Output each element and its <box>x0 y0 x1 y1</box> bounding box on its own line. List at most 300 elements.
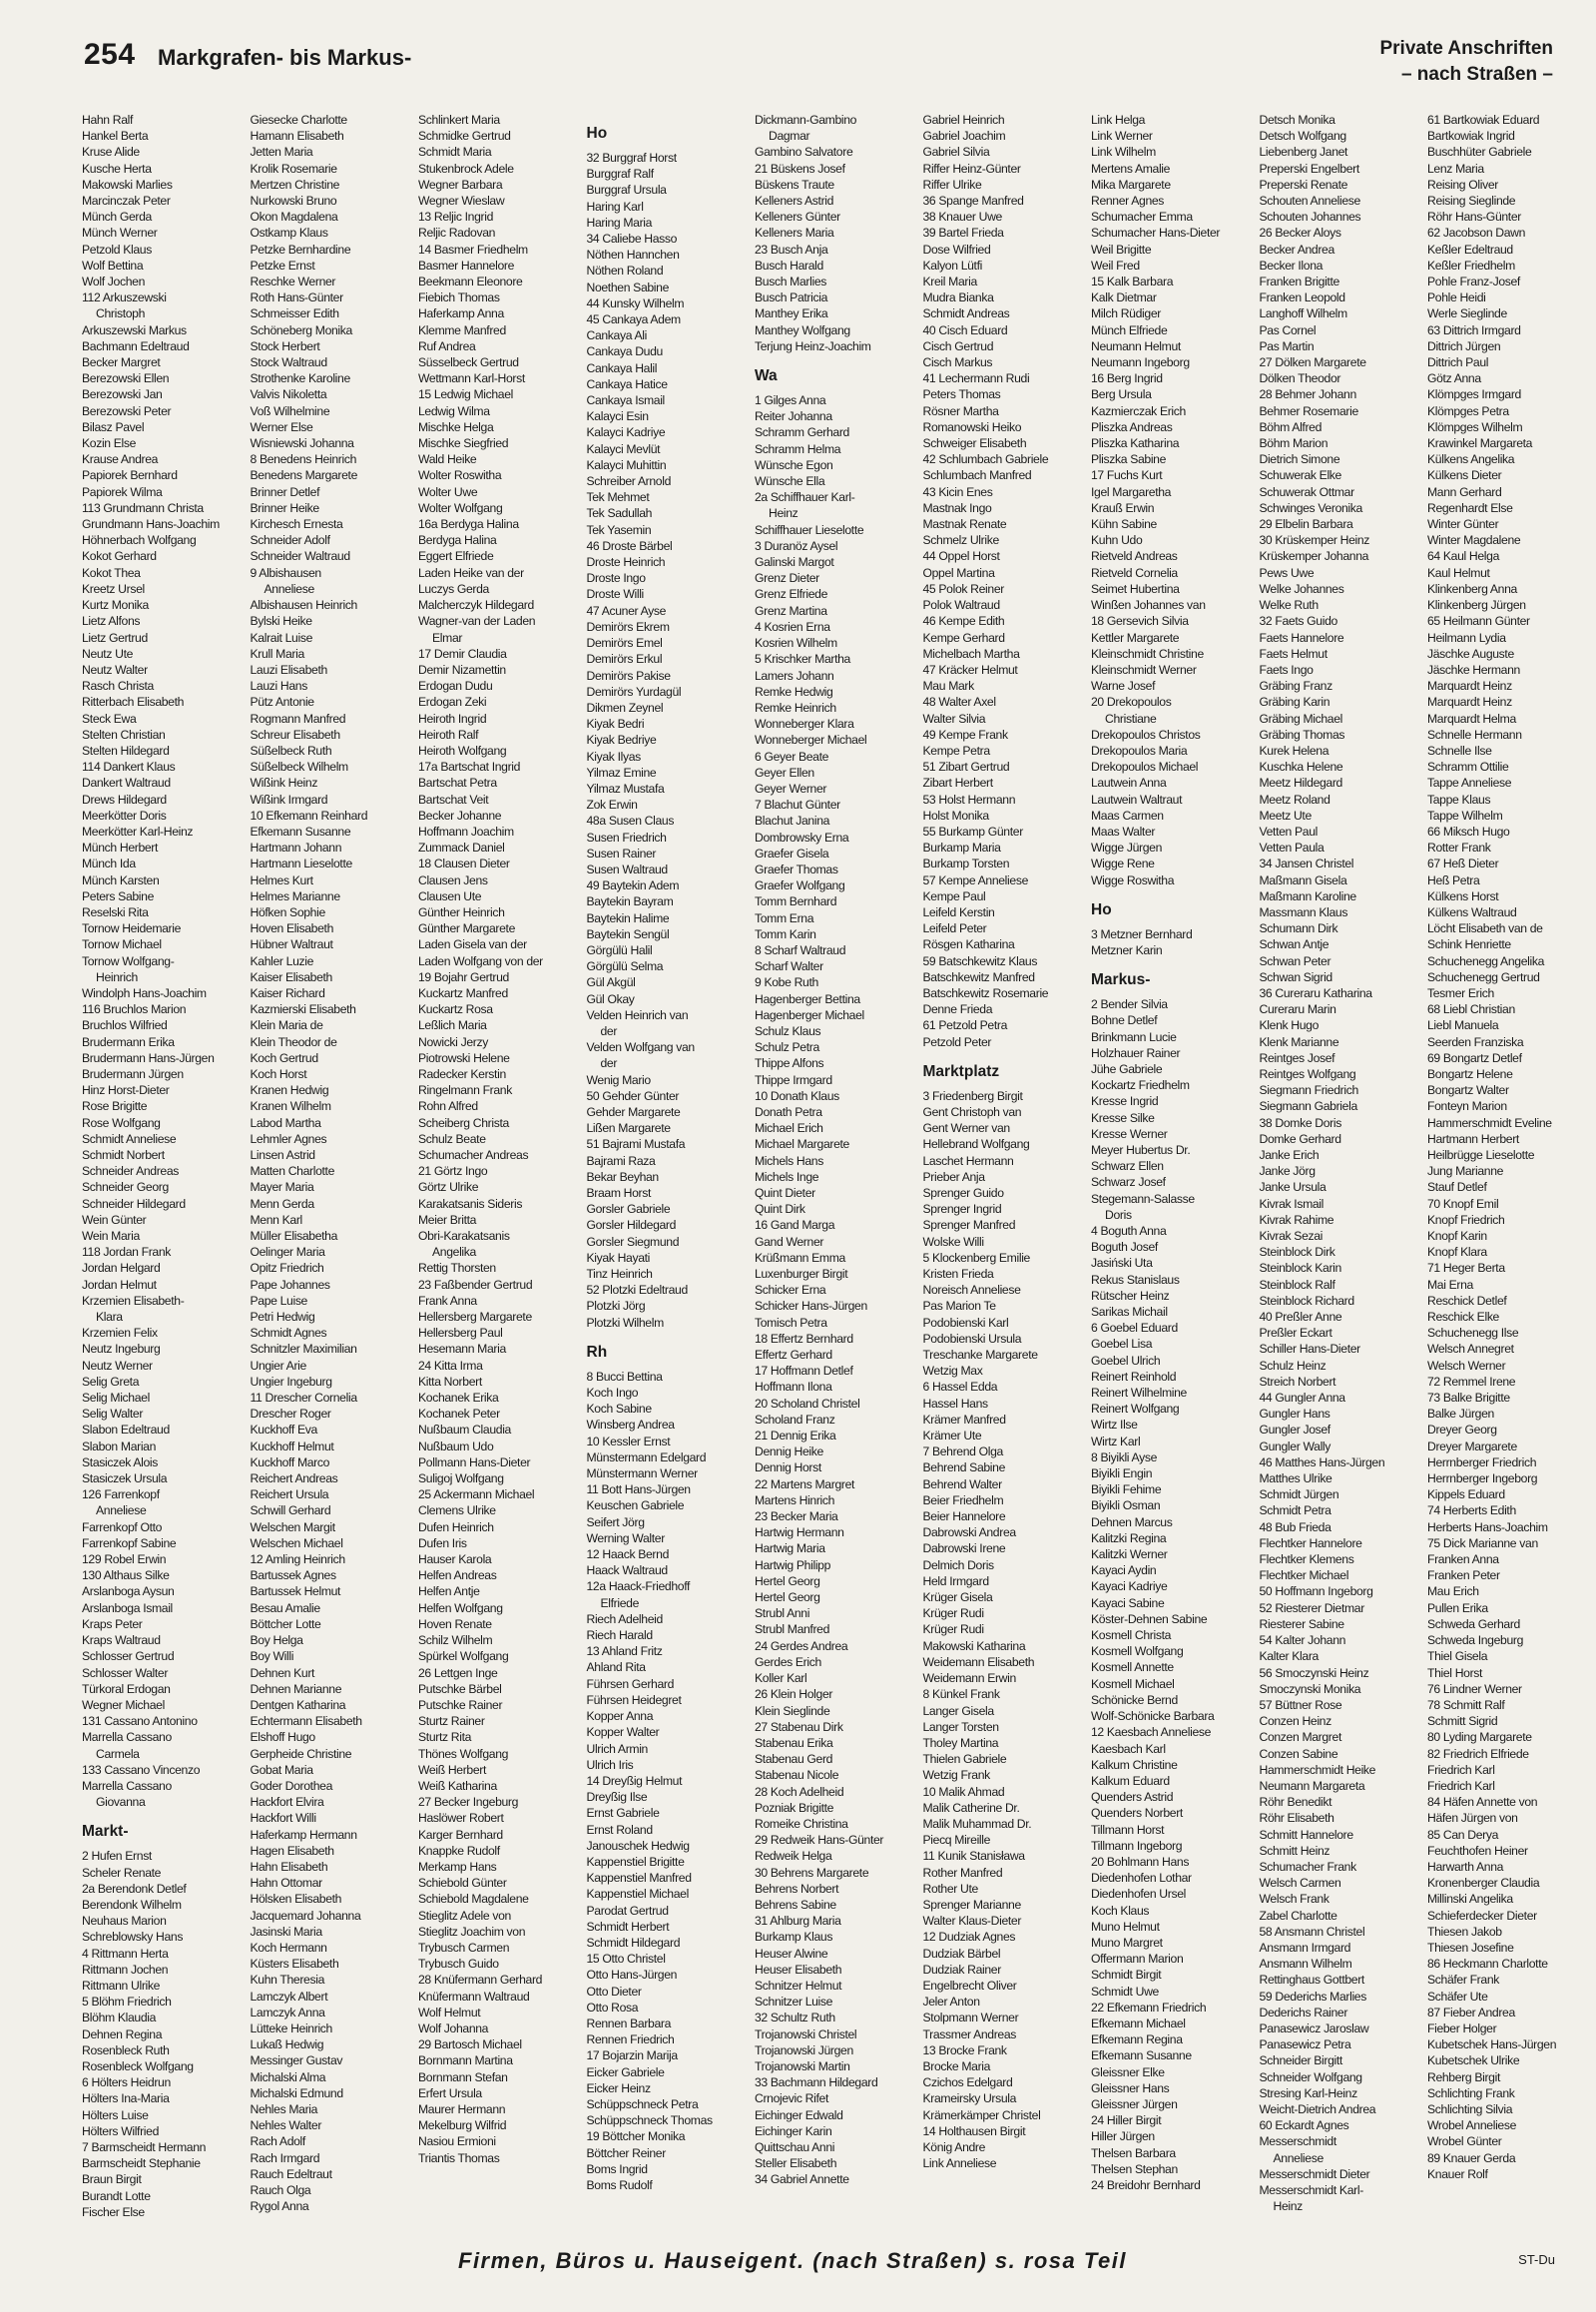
directory-entry: Maßmann Karoline <box>1259 888 1356 903</box>
directory-entry: Hoven Renate <box>418 1616 492 1631</box>
directory-entry: 2a Berendonk Detlef <box>82 1881 187 1896</box>
directory-entry: Münch Elfriede <box>1091 322 1168 337</box>
directory-entry: Schmidt Herbert <box>586 1919 670 1934</box>
directory-entry: Faets Hannelore <box>1259 630 1344 645</box>
directory-entry: Kalayci Esin <box>586 409 649 424</box>
directory-entry: Yilmaz Emine <box>586 765 657 780</box>
directory-entry: Becker Johanne <box>418 808 502 823</box>
directory-entry: Bornmann Stefan <box>418 2069 508 2084</box>
directory-entry: Klinkenberg Anna <box>1427 581 1517 596</box>
directory-entry: 48 Bub Frieda <box>1259 1519 1331 1534</box>
directory-entry: Hagenberger Michael <box>755 1007 864 1022</box>
directory-entry: Dehnen Marcus <box>1091 1514 1173 1529</box>
directory-entry: Busch Harald <box>755 258 823 273</box>
directory-entry: Wisniewski Johanna <box>250 436 354 451</box>
directory-entry: Boguth Josef <box>1091 1240 1158 1255</box>
directory-entry: Krull Maria <box>250 646 304 661</box>
directory-entry: Ernst Roland <box>586 1822 653 1837</box>
directory-entry: Bajrami Raza <box>586 1153 656 1168</box>
directory-entry: 87 Fieber Andrea <box>1427 2005 1515 2020</box>
directory-entry: Pütz Antonie <box>250 695 314 710</box>
directory-entry: 72 Remmel Irene <box>1427 1374 1516 1389</box>
directory-entry: Tholey Martina <box>922 1735 999 1750</box>
directory-entry: Tornow Wolfgang- <box>82 953 175 968</box>
directory-entry: Maßmann Gisela <box>1259 872 1347 887</box>
directory-entry: Kalk Dietmar <box>1091 290 1157 305</box>
directory-entry: Krämer Ute <box>922 1429 982 1444</box>
directory-entry: 11 Bott Hans-Jürgen <box>586 1482 691 1497</box>
directory-entry: Kuckhoff Marco <box>250 1454 330 1469</box>
directory-entry: 69 Bongartz Detlef <box>1427 1050 1522 1065</box>
directory-entry: 76 Lindner Werner <box>1427 1681 1522 1696</box>
directory-entry: Faets Helmut <box>1259 646 1328 661</box>
directory-entry: Peters Thomas <box>922 387 1001 402</box>
directory-entry: 27 Becker Ingeburg <box>418 1795 519 1810</box>
directory-entry: 14 Holthausen Birgit <box>922 2123 1026 2138</box>
directory-entry: Linsen Astrid <box>250 1148 315 1162</box>
directory-entry: Schneider Waltraud <box>250 549 350 564</box>
directory-entry: Stieglitz Joachim von <box>418 1924 526 1939</box>
directory-entry: Mekelburg Wilfrid <box>418 2118 507 2133</box>
directory-entry: Schramm Ottilie <box>1427 760 1509 775</box>
directory-entry: Selig Walter <box>82 1407 144 1422</box>
directory-entry: Luczys Gerda <box>418 581 489 596</box>
directory-entry: Krüger Rudi <box>922 1606 984 1621</box>
directory-entry: Dietrich Simone <box>1259 452 1340 467</box>
directory-entry: Seimet Hubertina <box>1091 581 1180 596</box>
directory-entry-continuation: Anneliese <box>1273 2150 1324 2165</box>
directory-entry: 8 Künkel Frank <box>922 1687 1000 1702</box>
directory-entry: Steck Ewa <box>82 711 137 726</box>
directory-entry: 6 Hölters Heidrun <box>82 2075 171 2090</box>
directory-entry: Meetz Hildegard <box>1259 776 1342 791</box>
directory-entry: Nasiou Ermioni <box>418 2134 496 2149</box>
section-title <box>1379 36 1553 88</box>
directory-entry: Mischke Siegfried <box>418 436 509 451</box>
directory-entry: Lamczyk Anna <box>250 2005 325 2020</box>
directory-entry: Weidemann Elisabeth <box>922 1654 1035 1669</box>
directory-entry: Hagenberger Bettina <box>755 991 860 1006</box>
directory-entry: Jordan Helmut <box>82 1277 157 1292</box>
directory-entry: Messerschmidt <box>1259 2134 1336 2149</box>
directory-entry: 51 Bajrami Mustafa <box>586 1137 686 1152</box>
directory-entry: Kosmell Christa <box>1091 1628 1172 1643</box>
directory-entry: Prieber Anja <box>922 1169 985 1184</box>
directory-entry: Kuckartz Manfred <box>418 985 508 1000</box>
directory-entry: Lukaß Hedwig <box>250 2037 324 2052</box>
directory-entry: Holst Monika <box>922 808 989 823</box>
directory-entry: Papiorek Bernhard <box>82 468 178 483</box>
directory-entry: 41 Lechermann Rudi <box>922 371 1030 386</box>
directory-entry: Siegmann Gabriela <box>1259 1099 1357 1114</box>
directory-entry: Becker Margret <box>82 355 161 370</box>
directory-entry: Marrella Cassano <box>82 1730 172 1745</box>
directory-entry: Wigge Roswitha <box>1091 872 1175 887</box>
directory-entry: Link Helga <box>1091 113 1146 127</box>
directory-entry: Dufen Iris <box>418 1535 467 1550</box>
directory-entry: Giesecke Charlotte <box>250 113 347 127</box>
directory-entry: Stukenbrock Adele <box>418 161 514 176</box>
section-title-line-2: – nach Straßen – <box>1400 64 1553 85</box>
directory-entry: Gabriel Heinrich <box>922 113 1005 127</box>
directory-entry: Kopper Walter <box>586 1725 660 1740</box>
directory-entry: Sarikas Michail <box>1091 1305 1168 1320</box>
directory-entry: Mayer Maria <box>250 1180 314 1195</box>
directory-entry: Reschick Elke <box>1427 1310 1499 1325</box>
directory-entry: Cisch Gertrud <box>922 338 994 353</box>
directory-entry: Stieglitz Adele von <box>418 1908 511 1923</box>
directory-entry: Kahler Luzie <box>250 953 314 968</box>
directory-entry: Reschke Werner <box>250 275 336 289</box>
directory-entry: Arslanboga Aysun <box>82 1584 175 1599</box>
directory-entry: Walter Silvia <box>922 711 986 726</box>
directory-entry: Neumann Helmut <box>1091 338 1181 353</box>
directory-entry: Barmscheidt Stephanie <box>82 2156 201 2171</box>
directory-entry: Knopf Friedrich <box>1427 1212 1505 1227</box>
directory-entry: Diedenhofen Lothar <box>1091 1871 1192 1886</box>
directory-entry: Stock Herbert <box>250 338 320 353</box>
directory-entry: 9 Kobe Ruth <box>755 975 818 990</box>
directory-entry: Bartschat Petra <box>418 776 497 791</box>
directory-entry: Tomm Bernhard <box>755 894 837 909</box>
directory-entry: Arkuszewski Markus <box>82 322 187 337</box>
directory-entry-continuation: der <box>600 1023 618 1038</box>
directory-entry: Behrend Sabine <box>922 1460 1006 1475</box>
directory-entry: Schmidt Birgit <box>1091 1968 1162 1983</box>
directory-entry: 4 Kosrien Erna <box>755 619 830 634</box>
directory-entry: 11 Kunik Stanisława <box>922 1849 1025 1864</box>
directory-entry: Baytekin Halime <box>586 910 670 925</box>
directory-entry: Reljic Radovan <box>418 226 496 241</box>
directory-entry: Putschke Rainer <box>418 1697 503 1712</box>
directory-entry: Rettig Thorsten <box>418 1261 496 1276</box>
directory-entry: Berg Ursula <box>1091 387 1152 402</box>
directory-entry: Benedens Margarete <box>250 468 358 483</box>
directory-entry: Brudermann Erika <box>82 1034 175 1049</box>
directory-entry: Schmitt Sigrid <box>1427 1714 1498 1729</box>
directory-entry: 40 Cisch Eduard <box>922 322 1008 337</box>
directory-entry: Wolter Wolfgang <box>418 500 503 515</box>
directory-entry: Wolf Bettina <box>82 258 144 273</box>
directory-entry: Görgülü Halil <box>586 942 653 957</box>
directory-entry: Thelsen Barbara <box>1091 2145 1176 2160</box>
directory-entry: Selig Greta <box>82 1374 140 1389</box>
directory-entry: Dehnen Marianne <box>250 1681 342 1696</box>
directory-entry: Tillmann Horst <box>1091 1822 1165 1837</box>
directory-entry: Remke Hedwig <box>755 684 833 699</box>
directory-entry: Rennen Friedrich <box>586 2032 675 2047</box>
directory-entry: Mastnak Renate <box>922 517 1007 532</box>
directory-entry: Münstermann Werner <box>586 1466 698 1481</box>
directory-entry: Haslöwer Robert <box>418 1811 504 1826</box>
directory-entry: Trybusch Carmen <box>418 1940 510 1955</box>
directory-entry: Scheiberg Christa <box>418 1115 509 1130</box>
directory-entry: Velden Wolfgang van <box>586 1040 695 1055</box>
directory-entry: Böhm Marion <box>1259 436 1329 451</box>
directory-entry: Haring Maria <box>586 215 653 230</box>
directory-entry: Neutz Ute <box>82 646 134 661</box>
directory-entry: 130 Althaus Silke <box>82 1568 170 1583</box>
directory-entry: Schäfer Ute <box>1427 1989 1488 2004</box>
directory-entry: Kalayci Mevlüt <box>586 441 661 456</box>
directory-entry: 49 Kempe Frank <box>922 727 1008 742</box>
directory-entry: 52 Riesterer Dietmar <box>1259 1600 1364 1615</box>
directory-entry: Susen Waltraud <box>586 862 668 876</box>
directory-entry: Keßler Edeltraud <box>1427 242 1513 257</box>
directory-entry: Cankaya Dudu <box>586 344 663 359</box>
directory-entry: Kurek Helena <box>1259 743 1330 758</box>
directory-entry: Farrenkopf Otto <box>82 1519 163 1534</box>
directory-entry: Slabon Edeltraud <box>82 1423 170 1438</box>
directory-entry: Schiebold Magdalene <box>418 1892 529 1907</box>
directory-entry: Janouschek Hedwig <box>586 1838 690 1853</box>
directory-entry: Ringelmann Frank <box>418 1083 512 1098</box>
directory-entry: Gräbing Michael <box>1259 711 1342 726</box>
directory-entry: Dudziak Rainer <box>922 1962 1001 1977</box>
directory-entry: Panasewicz Petra <box>1259 2037 1351 2052</box>
directory-entry: Burggraf Ralf <box>586 167 654 182</box>
directory-entry: Münstermann Edelgard <box>586 1449 707 1464</box>
directory-entry: 80 Lyding Margarete <box>1427 1730 1532 1745</box>
directory-entry: Heiroth Wolfgang <box>418 743 507 758</box>
directory-entry: Manthey Wolfgang <box>755 322 850 337</box>
directory-entry: Janke Ursula <box>1259 1180 1327 1195</box>
directory-entry: Wrobel Günter <box>1427 2134 1502 2149</box>
directory-entry: Welsch Carmen <box>1259 1876 1341 1891</box>
directory-entry: Detsch Monika <box>1259 113 1335 127</box>
directory-entry: Tomisch Petra <box>755 1315 827 1330</box>
directory-entry: Tappe Anneliese <box>1427 776 1512 791</box>
directory-entry: 4 Rittmann Herta <box>82 1946 169 1961</box>
directory-entry: Schumacher Emma <box>1091 210 1193 225</box>
directory-entry: Schmidt Hildegard <box>586 1935 681 1950</box>
directory-entry: Hellebrand Wolfgang <box>922 1137 1030 1152</box>
directory-entry: Kockartz Friedhelm <box>1091 1078 1190 1093</box>
directory-entry: Drekopoulos Christos <box>1091 727 1201 742</box>
directory-entry: Ulrich Iris <box>586 1757 634 1772</box>
directory-entry: 21 Dennig Erika <box>755 1429 836 1444</box>
directory-entry: Keuschen Gabriele <box>586 1498 685 1513</box>
directory-entry: 89 Knauer Gerda <box>1427 2150 1516 2165</box>
directory-entry: Ahland Rita <box>586 1660 646 1675</box>
directory-entry: Denne Frieda <box>922 1002 993 1017</box>
directory-entry: 52 Plotzki Edeltraud <box>586 1283 688 1298</box>
directory-entry: Weiß Herbert <box>418 1762 487 1777</box>
directory-entry: Strothenke Karoline <box>250 371 350 386</box>
directory-entry: Münch Herbert <box>82 841 159 856</box>
directory-entry: Hartmann Lieselotte <box>250 857 352 871</box>
directory-entry: 60 Eckardt Agnes <box>1259 2118 1349 2133</box>
directory-entry: Schmidt Agnes <box>250 1326 327 1341</box>
directory-entry: Schmidke Gertrud <box>418 129 511 144</box>
directory-entry: Wünsche Ella <box>755 474 825 489</box>
directory-entry: Remke Heinrich <box>755 700 836 715</box>
directory-entry: Reintges Josef <box>1259 1050 1335 1065</box>
directory-entry: Krauß Erwin <box>1091 500 1155 515</box>
directory-entry: Ledwig Wilma <box>418 403 490 418</box>
directory-entry: Schöneberg Monika <box>250 322 352 337</box>
directory-entry: Schmidt Andreas <box>922 306 1010 321</box>
directory-entry: Demirörs Ekrem <box>586 619 670 634</box>
directory-entry: Klemme Manfred <box>418 322 506 337</box>
directory-entry: Dabrowski Irene <box>922 1541 1006 1556</box>
directory-entry: Stelten Christian <box>82 727 166 742</box>
directory-entry: Mika Margarete <box>1091 177 1171 192</box>
directory-entry: Kempe Paul <box>922 888 986 903</box>
directory-entry: Franken Peter <box>1427 1568 1500 1583</box>
directory-entry: Nußbaum Udo <box>418 1439 494 1453</box>
directory-entry: Trojanowski Martin <box>755 2058 850 2073</box>
directory-entry: Schramm Helma <box>755 441 841 456</box>
directory-entry: Wegner Wieslaw <box>418 194 505 209</box>
directory-entry: Eichinger Karin <box>755 2123 832 2138</box>
directory-entry: 50 Hoffmann Ingeborg <box>1259 1584 1373 1599</box>
directory-entry: 53 Holst Hermann <box>922 792 1016 807</box>
directory-column <box>418 112 587 2188</box>
directory-entry: Winsberg Andrea <box>586 1418 675 1433</box>
directory-entry: Weicht-Dietrich Andrea <box>1259 2101 1376 2116</box>
directory-entry: Droste Heinrich <box>586 555 666 570</box>
directory-entry: Schweiger Elisabeth <box>922 436 1027 451</box>
directory-entry: Berdyga Halina <box>418 533 497 548</box>
directory-entry: Kappenstiel Manfred <box>586 1871 692 1886</box>
directory-entry: Langhoff Wilhelm <box>1259 306 1347 321</box>
directory-entry: Besau Amalie <box>250 1600 320 1615</box>
directory-entry: Rietveld Andreas <box>1091 549 1178 564</box>
directory-entry: Leßlich Maria <box>418 1018 487 1033</box>
directory-entry: Görgülü Selma <box>586 959 664 974</box>
directory-entry: Cankaya Ali <box>586 328 648 343</box>
directory-entry: Dentgen Katharina <box>250 1697 346 1712</box>
directory-entry: Küsters Elisabeth <box>250 1957 339 1972</box>
directory-entry: Otto Dieter <box>586 1984 642 1999</box>
directory-entry: Geyer Ellen <box>755 765 814 780</box>
directory-entry: Weil Brigitte <box>1091 242 1152 257</box>
directory-entry: Schlichting Frank <box>1427 2085 1515 2100</box>
directory-column <box>1091 112 1260 2192</box>
directory-entry: Blachut Janina <box>755 814 830 829</box>
directory-entry: Dombrowsky Erna <box>755 830 849 845</box>
directory-entry: Pliszka Katharina <box>1091 436 1180 451</box>
directory-entry: Kalayci Kadriye <box>586 425 666 440</box>
directory-entry: 8 Scharf Waltraud <box>755 942 846 957</box>
directory-entry: Görtz Ulrike <box>418 1180 479 1195</box>
directory-entry: Demirörs Erkul <box>586 652 663 667</box>
directory-entry: Rygol Anna <box>250 2199 309 2214</box>
directory-entry: 71 Heger Berta <box>1427 1261 1505 1276</box>
directory-entry: 129 Robel Erwin <box>82 1552 167 1567</box>
directory-entry: Krüger Gisela <box>922 1590 993 1605</box>
directory-entry: Wirtz Ilse <box>1091 1418 1138 1433</box>
directory-entry: Michael Margarete <box>755 1137 849 1152</box>
directory-entry: Hamann Elisabeth <box>250 129 344 144</box>
directory-entry: 13 Brocke Frank <box>922 2042 1007 2057</box>
directory-entry: Kühn Sabine <box>1091 517 1157 532</box>
directory-entry: Kuckartz Rosa <box>418 1002 493 1017</box>
directory-column <box>1427 112 1596 2188</box>
directory-entry: Redweik Helga <box>755 1849 832 1864</box>
directory-entry: Geyer Werner <box>755 781 827 796</box>
directory-entry: Otto Hans-Jürgen <box>586 1968 678 1983</box>
directory-entry: Kokot Gerhard <box>82 549 157 564</box>
directory-entry: 61 Petzold Petra <box>922 1018 1008 1033</box>
directory-entry: Dudziak Bärbel <box>922 1946 1001 1961</box>
directory-entry: 23 Faßbender Gertrud <box>418 1277 533 1292</box>
street-heading: Rh <box>586 1343 608 1361</box>
directory-entry: 29 Elbelin Barbara <box>1259 517 1353 532</box>
directory-entry: Schuwerak Ottmar <box>1259 484 1354 499</box>
directory-entry: Wein Günter <box>82 1212 147 1227</box>
directory-column <box>250 112 419 2214</box>
directory-entry: Elshoff Hugo <box>250 1730 315 1745</box>
directory-entry: 38 Domke Doris <box>1259 1115 1341 1130</box>
directory-entry: Koch Horst <box>250 1066 307 1081</box>
directory-entry: Pliszka Sabine <box>1091 452 1167 467</box>
directory-entry: Schneider Georg <box>82 1180 169 1195</box>
directory-entry: Gräbing Thomas <box>1259 727 1345 742</box>
directory-entry: Münch Gerda <box>82 210 152 225</box>
directory-entry: 56 Smoczynski Heinz <box>1259 1665 1369 1680</box>
directory-entry: Thiel Gisela <box>1427 1649 1488 1664</box>
directory-entry: Hahn Ralf <box>82 113 134 127</box>
directory-entry: Brocke Maria <box>922 2058 991 2073</box>
section-title-line-1: Private Anschriften <box>1379 38 1553 59</box>
directory-entry: Conzen Margret <box>1259 1730 1341 1745</box>
directory-entry: Löcht Elisabeth van de <box>1427 921 1543 936</box>
directory-entry: Kaiser Elisabeth <box>250 969 332 984</box>
directory-entry: Link Anneliese <box>922 2156 997 2171</box>
directory-entry: Böttcher Reiner <box>586 2145 666 2160</box>
directory-entry: Schnitzer Luise <box>755 1995 833 2010</box>
directory-entry: Knauer Rolf <box>1427 2166 1488 2181</box>
directory-entry: Pohle Heidi <box>1427 290 1486 305</box>
directory-entry: Petzke Ernst <box>250 258 315 273</box>
directory-entry: 48 Walter Axel <box>922 695 996 710</box>
directory-entry: Rogmann Manfred <box>250 711 346 726</box>
directory-entry: Nowicki Jerzy <box>418 1034 488 1049</box>
directory-entry: Weil Fred <box>1091 258 1140 273</box>
directory-entry: Ulrich Armin <box>586 1741 648 1756</box>
directory-entry: Hertel Georg <box>755 1573 820 1588</box>
directory-entry: Schwan Antje <box>1259 937 1330 952</box>
directory-entry: Werner Else <box>250 419 313 434</box>
directory-entry: 10 Donath Klaus <box>755 1088 839 1103</box>
directory-entry: König Andre <box>922 2139 986 2154</box>
directory-entry: Werle Sieglinde <box>1427 306 1507 321</box>
directory-entry: Schreblowsky Hans <box>82 1930 184 1945</box>
directory-entry: Jäschke Auguste <box>1427 646 1514 661</box>
directory-entry: Pozniak Brigitte <box>755 1800 834 1815</box>
directory-entry: Laschet Hermann <box>922 1153 1014 1168</box>
directory-entry: 84 Häfen Annette von <box>1427 1795 1538 1810</box>
directory-entry: Knappke Rudolf <box>418 1843 500 1858</box>
directory-entry-continuation: Elmar <box>432 630 463 645</box>
directory-entry: Reiter Johanna <box>755 409 832 424</box>
directory-entry: Pape Luise <box>250 1293 307 1308</box>
directory-entry: Franken Anna <box>1427 1552 1499 1567</box>
directory-entry: Busch Patricia <box>755 290 827 305</box>
directory-entry: 6 Geyer Beate <box>755 749 829 764</box>
directory-entry: Pews Uwe <box>1259 565 1315 580</box>
directory-entry: 32 Schultz Ruth <box>755 2011 835 2025</box>
directory-entry: Koch Klaus <box>1091 1903 1150 1918</box>
directory-entry: Rother Manfred <box>922 1865 1003 1880</box>
directory-entry: Helmes Kurt <box>250 872 313 887</box>
directory-entry: 23 Becker Maria <box>755 1509 838 1524</box>
directory-entry: 64 Kaul Helga <box>1427 549 1500 564</box>
directory-entry: Cisch Markus <box>922 355 993 370</box>
directory-entry: Biyikli Fehime <box>1091 1482 1162 1497</box>
